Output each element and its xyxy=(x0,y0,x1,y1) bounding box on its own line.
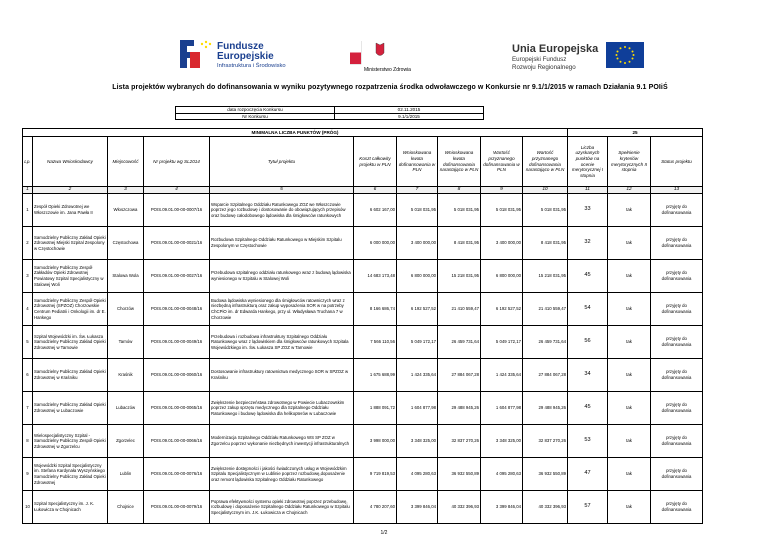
page-number: 1/2 xyxy=(380,530,388,536)
eu-subtitle-1: Europejski Fundusz xyxy=(512,56,567,63)
cell-applicant-name: Szpital Wojewódzki im. Św. Łukasza Samodzielny Publiczny Zakład Opieki Zdrowotnej w Tarnowie xyxy=(33,326,108,359)
cell-granted-cumulative: 40 332 396,93 xyxy=(523,491,568,524)
cell-points: 57 xyxy=(568,491,608,524)
cell-points: 32 xyxy=(568,227,608,260)
cell-project-title: Budowa lądowiska wyniesionego dla śmigłowców ratowniczych wraz z niezbędną infrastrukturą oraz zakup wyposażenia SOR w na potrzeby ChCPiO im. dr Edwarda Hankego, przy ul. Władysława Truchana 7 w Chorzowie xyxy=(210,293,354,326)
cell-project-number: POIS.09.01.00-00-0027/16 xyxy=(144,260,210,293)
ministry-emblem-logo xyxy=(350,41,420,75)
cell-project-number: POIS.09.01.00-00-0065/16 xyxy=(144,392,210,425)
cell-project-title: Zwiększenie bezpieczeństwa zdrowotnego w Powiecie Lubaczowskim poprzez zakup sprzętu medycznego dla Szpitalnego Oddziału Ratunkowego i budowę lądowiska dla helikopterów w Lubaczowie xyxy=(210,392,354,425)
cell-criteria-met: tak xyxy=(608,458,651,491)
table-row xyxy=(23,458,703,491)
cell-requested-cumulative: 40 332 396,93 xyxy=(438,491,481,524)
cell-granted-cumulative: 21 410 559,47 xyxy=(523,293,568,326)
table-row xyxy=(23,392,703,425)
table-row xyxy=(23,491,703,524)
column-header-4: Nr projektu wg SL2014 xyxy=(144,137,210,187)
cell-total-cost: 14 683 173,48 xyxy=(354,260,397,293)
cell-city: Chojnice xyxy=(108,491,144,524)
cell-applicant-name: Samodzielny Publiczny Zakład Opieki Zdrowotnej Miejski Szpital Zespolony w Częstochowie xyxy=(33,227,108,260)
cell-granted-cumulative: 36 932 550,89 xyxy=(523,458,568,491)
cell-criteria-met: tak xyxy=(608,260,651,293)
cell-lp: 8 xyxy=(23,425,33,458)
eu-logo xyxy=(512,40,722,76)
cell-requested-cumulative: 5 018 031,95 xyxy=(438,194,481,227)
cell-granted-amount: 5 018 031,95 xyxy=(481,194,523,227)
cell-requested-cumulative: 26 459 731,64 xyxy=(438,326,481,359)
cell-city: Stalowa Wola xyxy=(108,260,144,293)
cell-city: Zgorzelec xyxy=(108,425,144,458)
column-number-11: 11 xyxy=(568,187,608,194)
column-number-1: 1 xyxy=(23,187,33,194)
cell-lp: 9 xyxy=(23,458,33,491)
cell-status: przyjęty do dofinansowania xyxy=(651,392,703,425)
column-header-7: Wnioskowana kwota dofinansowania w PLN xyxy=(397,137,438,187)
cell-requested-amount: 4 095 280,63 xyxy=(397,458,438,491)
cell-city: Chorzów xyxy=(108,293,144,326)
column-number-3: 3 xyxy=(108,187,144,194)
cell-requested-amount: 3 400 000,00 xyxy=(397,227,438,260)
cell-lp: 6 xyxy=(23,359,33,392)
cell-requested-cumulative: 21 410 559,47 xyxy=(438,293,481,326)
cell-project-title: Wsparcie Szpitalnego Oddziału Ratunkowego ZOZ we Włoszczowie poprzez jego rozbudowę i dostosowanie do obowiązujących przepisów oraz budowę całodobowego lądowiska dla śmigłowców ratunkowych xyxy=(210,194,354,227)
table-row xyxy=(23,227,703,260)
column-header-1: Lp. xyxy=(23,137,33,187)
cell-city: Lubaczów xyxy=(108,392,144,425)
cell-requested-amount: 3 348 325,00 xyxy=(397,425,438,458)
cell-project-title: Modernizacja Szpitalnego Oddziału Ratunkowego WS SP ZOZ w Zgorzelcu poprzez wykonanie niezbędnych inwestycji infrastrukturalnych xyxy=(210,425,354,458)
min-points-label: MINIMALNA LICZBA PUNKTÓW (PRÓG) xyxy=(23,129,568,137)
cell-granted-cumulative: 5 018 031,95 xyxy=(523,194,568,227)
table-row xyxy=(23,260,703,293)
cell-status: przyjęty do dofinansowania xyxy=(651,359,703,392)
cell-lp: 5 xyxy=(23,326,33,359)
column-header-8: Wnioskowana kwota dofinansowania narastająco w PLN xyxy=(438,137,481,187)
cell-points: 45 xyxy=(568,260,608,293)
cell-lp: 4 xyxy=(23,293,33,326)
cell-requested-amount: 3 399 846,04 xyxy=(397,491,438,524)
cell-total-cost: 6 602 167,00 xyxy=(354,194,397,227)
table-row xyxy=(23,326,703,359)
cell-project-number: POIS.09.01.00-00-0007/16 xyxy=(144,194,210,227)
column-header-6: Koszt całkowity projektu w PLN xyxy=(354,137,397,187)
column-header-12: Spełnienie kryteriów merytorycznych II stopnia xyxy=(608,137,651,187)
cell-granted-cumulative: 8 418 031,95 xyxy=(523,227,568,260)
cell-requested-amount: 1 604 877,98 xyxy=(397,392,438,425)
cell-points: 54 xyxy=(568,293,608,326)
column-header-3: Miejscowość xyxy=(108,137,144,187)
cell-total-cost: 8 166 686,74 xyxy=(354,293,397,326)
cell-lp: 1 xyxy=(23,194,33,227)
cell-status: przyjęty do dofinansowania xyxy=(651,227,703,260)
cell-requested-amount: 6 192 527,52 xyxy=(397,293,438,326)
cell-project-number: POIS.09.01.00-00-0079/16 xyxy=(144,491,210,524)
cell-total-cost: 3 998 000,00 xyxy=(354,425,397,458)
cell-applicant-name: Samodzielny Publiczny Zespół Zakładów Opieki Zdrowotnej Powiatowy Szpital Specjalistyczny w Stalowej Woli xyxy=(33,260,108,293)
column-header-9: Wartość przyznanego dofinansowania w PLN xyxy=(481,137,523,187)
cell-granted-amount: 1 604 877,98 xyxy=(481,392,523,425)
cell-project-number: POIS.09.01.00-00-0066/16 xyxy=(144,425,210,458)
cell-requested-amount: 5 018 031,95 xyxy=(397,194,438,227)
cell-total-cost: 7 566 110,56 xyxy=(354,326,397,359)
cell-points: 45 xyxy=(568,392,608,425)
cell-granted-amount: 4 095 280,63 xyxy=(481,458,523,491)
start-date-value: 02.11.2015 xyxy=(335,107,484,114)
funds-title: Fundusze xyxy=(217,41,264,52)
cell-city: Tarnów xyxy=(108,326,144,359)
cell-applicant-name: Samodzielny Publiczny Zakład Opieki Zdrowotnej w Kraśniku xyxy=(33,359,108,392)
cell-lp: 2 xyxy=(23,227,33,260)
column-number-8: 8 xyxy=(438,187,481,194)
cell-applicant-name: Zespół Opieki Zdrowotnej we Włoszczowie im. Jana Pawła II xyxy=(33,194,108,227)
cell-project-title: Zwiększenie dostępności i jakości świadczonych usług w Wojewódzkim Szpitalu Specjalistycznym w Lublinie poprzez rozbudowę,doposażenie oraz remont lądowiska Szpitalnego Oddziału Ratunkowego xyxy=(210,458,354,491)
logo-bar xyxy=(0,0,768,78)
column-number-7: 7 xyxy=(397,187,438,194)
cell-project-number: POIS.09.01.00-00-0060/16 xyxy=(144,359,210,392)
funds-subtitle: Infrastruktura i Środowisko xyxy=(217,63,286,69)
cell-requested-amount: 1 424 335,64 xyxy=(397,359,438,392)
cell-requested-cumulative: 27 884 067,28 xyxy=(438,359,481,392)
cell-points: 33 xyxy=(568,194,608,227)
cell-requested-cumulative: 15 218 031,95 xyxy=(438,260,481,293)
cell-granted-cumulative: 26 459 731,64 xyxy=(523,326,568,359)
cell-requested-cumulative: 36 932 550,89 xyxy=(438,458,481,491)
table-row xyxy=(23,425,703,458)
cell-applicant-name: Szpital Specjalistyczny im. J. K. Łukowicza w Chojnicach xyxy=(33,491,108,524)
contest-number-value: 9.1/1/2015 xyxy=(335,113,484,120)
eu-flag xyxy=(606,42,644,68)
cell-criteria-met: tak xyxy=(608,194,651,227)
column-header-10: Wartość przyznanego dofinansowania narastająco w PLN xyxy=(523,137,568,187)
cell-criteria-met: tak xyxy=(608,359,651,392)
column-number-12: 12 xyxy=(608,187,651,194)
cell-criteria-met: tak xyxy=(608,392,651,425)
cell-granted-amount: 3 400 000,00 xyxy=(481,227,523,260)
cell-project-number: POIS.09.01.00-00-0021/16 xyxy=(144,227,210,260)
cell-city: Kraśnik xyxy=(108,359,144,392)
cell-criteria-met: tak xyxy=(608,491,651,524)
column-header-2: Nazwa Wnioskodawcy xyxy=(33,137,108,187)
cell-project-number: POIS.09.01.00-00-0076/16 xyxy=(144,458,210,491)
cell-project-number: POIS.09.01.00-00-0048/16 xyxy=(144,293,210,326)
cell-granted-amount: 3 399 846,04 xyxy=(481,491,523,524)
cell-granted-cumulative: 29 488 945,26 xyxy=(523,392,568,425)
cell-applicant-name: Samodzielny Publiczny Zakład Opieki Zdrowotnej w Lubaczowie xyxy=(33,392,108,425)
column-number-6: 6 xyxy=(354,187,397,194)
cell-lp: 10 xyxy=(23,491,33,524)
cell-total-cost: 1 888 091,72 xyxy=(354,392,397,425)
eu-title: Unia Europejska xyxy=(512,43,599,55)
cell-status: przyjęty do dofinansowania xyxy=(651,260,703,293)
cell-applicant-name: Wojewódzki Szpital Specjalistyczny im. Stefana Kardynała Wyszyńskiego Samodzielny Publiczny Zakład Opieki Zdrowotnej xyxy=(33,458,108,491)
cell-points: 47 xyxy=(568,458,608,491)
cell-granted-amount: 1 424 335,64 xyxy=(481,359,523,392)
cell-project-title: Dostosowanie infrastruktury ratownictwa medycznego SOR w SPZOZ w Kraśniku xyxy=(210,359,354,392)
cell-project-title: Przebudowa i rozbudowa infrastruktury Szpitalnego Oddziału Ratunkowego wraz z lądowiskiem dla śmigłowców ratunkowych Szpitala Wojewódzkiego im. Św. Łukasza SP ZOZ w Tarnowie xyxy=(210,326,354,359)
fundusze-europejskie-logo xyxy=(180,38,300,72)
column-header-11: Liczba uzyskanych punktów na ocenie merytorycznej I stopnia xyxy=(568,137,608,187)
min-points-value: 25 xyxy=(568,129,703,137)
eu-subtitle-2: Rozwoju Regionalnego xyxy=(512,64,576,71)
cell-criteria-met: tak xyxy=(608,227,651,260)
contest-meta-table xyxy=(175,106,484,120)
table-row xyxy=(23,359,703,392)
column-number-10: 10 xyxy=(523,187,568,194)
table-row xyxy=(23,293,703,326)
cell-requested-amount: 6 800 000,00 xyxy=(397,260,438,293)
cell-city: Lublin xyxy=(108,458,144,491)
column-number-9: 9 xyxy=(481,187,523,194)
cell-status: przyjęty do dofinansowania xyxy=(651,194,703,227)
column-number-4: 4 xyxy=(144,187,210,194)
column-header-5: Tytuł projektu xyxy=(210,137,354,187)
cell-lp: 3 xyxy=(23,260,33,293)
column-number-2: 2 xyxy=(33,187,108,194)
cell-granted-cumulative: 32 837 270,26 xyxy=(523,425,568,458)
cell-status: przyjęty do dofinansowania xyxy=(651,458,703,491)
projects-table xyxy=(22,128,703,524)
cell-points: 34 xyxy=(568,359,608,392)
contest-number-label: Nr Konkursu xyxy=(176,113,335,120)
cell-criteria-met: tak xyxy=(608,425,651,458)
cell-project-title: Przebudowa szpitalnego oddziału ratunkowego wraz z budową lądowiska wyniesionego w Szpitalu w Stalowej Woli xyxy=(210,260,354,293)
cell-status: przyjęty do dofinansowania xyxy=(651,491,703,524)
column-header-13: Status projektu xyxy=(651,137,703,187)
cell-granted-amount: 6 192 527,52 xyxy=(481,293,523,326)
column-number-13: 13 xyxy=(651,187,703,194)
cell-criteria-met: tak xyxy=(608,293,651,326)
cell-points: 53 xyxy=(568,425,608,458)
cell-total-cost: 9 719 819,53 xyxy=(354,458,397,491)
cell-requested-cumulative: 32 837 270,26 xyxy=(438,425,481,458)
cell-status: przyjęty do dofinansowania xyxy=(651,293,703,326)
cell-granted-cumulative: 27 884 067,28 xyxy=(523,359,568,392)
cell-requested-amount: 5 049 172,17 xyxy=(397,326,438,359)
cell-lp: 7 xyxy=(23,392,33,425)
cell-project-title: Rozbudowa Szpitalnego Oddziału Ratunkowego w Miejskim Szpitalu Zespolonym w Częstochowie xyxy=(210,227,354,260)
start-date-label: data rozpoczęcia Konkursu xyxy=(176,107,335,114)
cell-applicant-name: Wielospecjalistyczny Szpital - Samodzielny Publiczny Zespół Opieki Zdrowotnej w Zgorzelcu xyxy=(33,425,108,458)
min-points-row xyxy=(23,129,703,137)
cell-status: przyjęty do dofinansowania xyxy=(651,326,703,359)
cell-criteria-met: tak xyxy=(608,326,651,359)
cell-total-cost: 4 780 207,60 xyxy=(354,491,397,524)
cell-city: Włoszczowa xyxy=(108,194,144,227)
table-row xyxy=(23,194,703,227)
cell-status: przyjęty do dofinansowania xyxy=(651,425,703,458)
cell-city: Częstochowa xyxy=(108,227,144,260)
cell-project-number: POIS.09.01.00-00-0049/16 xyxy=(144,326,210,359)
cell-applicant-name: Samodzielny Publiczny Zespół Opieki Zdrowotnej (SPZOZ) Chorzowskie Centrum Pediatrii i Onkologii im. dr E. Hankego xyxy=(33,293,108,326)
document-title: Lista projektów wybranych do dofinansowania w wyniku pozytywnego rozpatrzenia środka odwoławczego w Konkursie nr 9.1/1/2015 w ramach Działania 9.1 POIiŚ xyxy=(112,84,668,91)
cell-granted-amount: 6 800 000,00 xyxy=(481,260,523,293)
ministry-name: Ministerstwo Zdrowia xyxy=(364,67,411,73)
cell-granted-amount: 5 049 172,17 xyxy=(481,326,523,359)
cell-total-cost: 6 000 000,00 xyxy=(354,227,397,260)
cell-project-title: Poprawa efektywności systemu opieki zdrowotnej poprzez przebudowę, rozbudowę i doposażenie Szpitalnego Oddziału Ratunkowego w Szpitalu Specjalistycznym im. J.K. Łukowicza w Chojnicach xyxy=(210,491,354,524)
cell-granted-amount: 3 348 325,00 xyxy=(481,425,523,458)
cell-granted-cumulative: 15 218 031,95 xyxy=(523,260,568,293)
cell-points: 56 xyxy=(568,326,608,359)
header-row xyxy=(23,137,703,187)
cell-requested-cumulative: 29 488 945,26 xyxy=(438,392,481,425)
column-number-5: 5 xyxy=(210,187,354,194)
cell-total-cost: 1 675 688,99 xyxy=(354,359,397,392)
cell-requested-cumulative: 8 418 031,95 xyxy=(438,227,481,260)
funds-title-2: Europejskie xyxy=(217,51,274,62)
column-number-row xyxy=(23,187,703,194)
